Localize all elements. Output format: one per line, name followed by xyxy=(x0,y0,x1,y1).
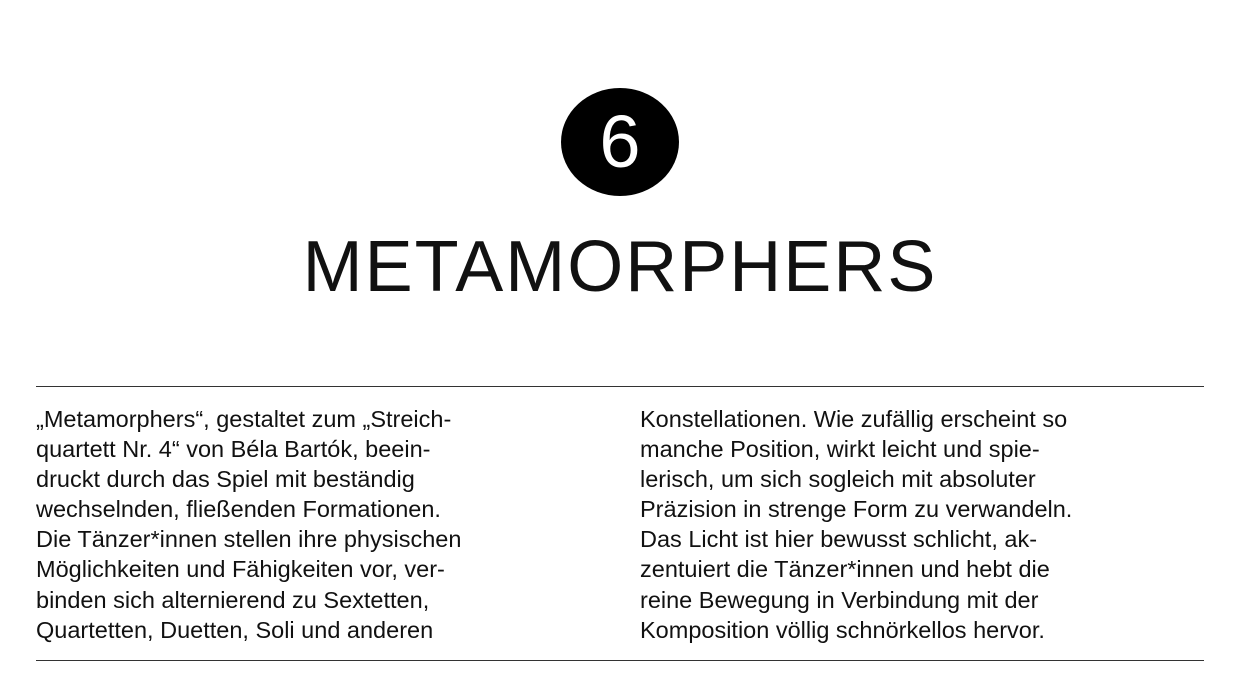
text-line: quartett Nr. 4“ von Béla Bartók, beein- xyxy=(36,436,431,463)
text-line: Quartetten, Duetten, Soli und anderen xyxy=(36,616,434,643)
text-line: Die Tänzer*innen stellen ihre physischen xyxy=(36,526,462,553)
text-line: Möglichkeiten und Fähigkeiten vor, ver- xyxy=(36,556,445,583)
text-line: Konstellationen. Wie zufällig erscheint so xyxy=(640,406,1068,432)
body-text-left-column xyxy=(36,404,461,645)
text-line: wechselnden, fließenden Formationen. xyxy=(36,496,441,523)
text-line: manche Position, wirkt leicht und spie- xyxy=(640,436,1040,463)
text-line: „Metamorphers“, gestaltet zum „Streich- xyxy=(36,406,452,432)
bottom-divider xyxy=(36,660,1204,661)
top-divider xyxy=(36,386,1204,387)
text-line: Präzision in strenge Form zu verwandeln. xyxy=(640,496,1073,523)
text-line: binden sich alternierend zu Sextetten, xyxy=(36,586,430,613)
text-line: lerisch, um sich sogleich mit absoluter xyxy=(640,466,1036,493)
text-line: Komposition völlig schnörkellos hervor. xyxy=(640,616,1045,643)
page-title: METAMORPHERS xyxy=(302,227,938,307)
number-badge-label: 6 xyxy=(599,100,641,183)
text-line: druckt durch das Spiel mit beständig xyxy=(36,466,415,493)
number-badge xyxy=(561,88,679,196)
text-line: Das Licht ist hier bewusst schlicht, ak- xyxy=(640,526,1038,553)
body-text-right-column xyxy=(640,404,1072,645)
text-line: reine Bewegung in Verbindung mit der xyxy=(640,586,1039,613)
text-line: zentuiert die Tänzer*innen und hebt die xyxy=(640,556,1050,583)
